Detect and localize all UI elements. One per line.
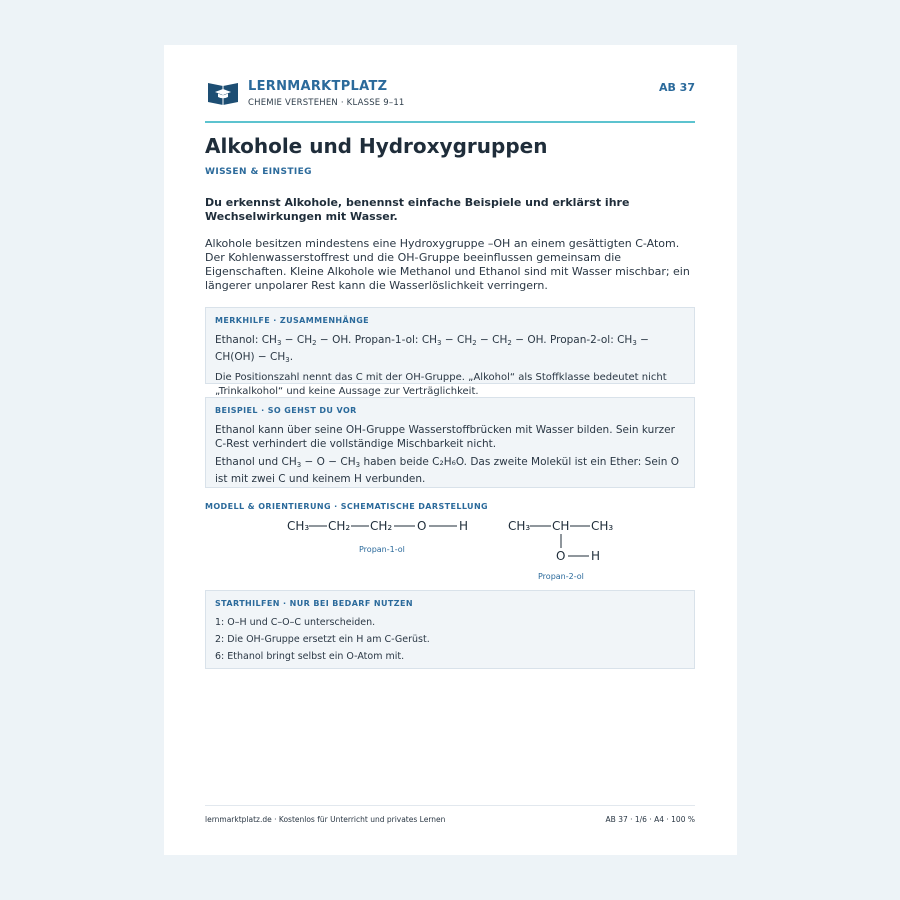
atom: CH₃ — [287, 519, 310, 533]
starthilfen-box — [205, 590, 695, 669]
atom: O — [556, 549, 566, 563]
propan2-label: Propan-2-ol: — [549, 334, 618, 346]
starthilfen-heading: STARTHILFEN · NUR BEI BEDARF NUTZEN — [215, 599, 413, 608]
atom: CH₂ — [370, 519, 393, 533]
beispiel-line-2-prefix: Ethanol und — [215, 456, 282, 468]
footer-site: lernmarktplatz.de · Kostenlos für Unterricht und privates Lernen — [205, 815, 446, 824]
intro-paragraph: Alkohole besitzen mindestens eine Hydroxygruppe –OH an einem gesättigten C-Atom. Der Kohlenwasserstoffrest und die OH-Gruppe beeinflussen gemeinsam die Eigenschaften. Kleine Alkohole wie Methanol und Ethanol sind mit Wasser mischbar; ein längerer unpolarer Rest kann die Wasserlöslichkeit verringern. — [205, 237, 690, 292]
page-title: Alkohole und Hydroxygruppen — [205, 134, 548, 158]
header-divider — [205, 121, 695, 123]
hint-item: 1: O–H und C–O–C unterscheiden. — [215, 617, 376, 628]
sheet-number: AB 37 — [658, 81, 695, 94]
merkhilfe-heading: MERKHILFE · ZUSAMMENHÄNGE — [215, 316, 370, 325]
propan-2-ol-label: Propan-2-ol — [538, 572, 584, 581]
propan-1-ol-structure — [287, 519, 468, 554]
merkhilfe-note: Die Positionszahl nennt das C mit der OH-Gruppe. „Alkohol“ als Stoffklasse bedeutet nicht „Trinkalkohol“ und keine Aussage zur Verträglichkeit. — [215, 372, 667, 397]
atom: H — [459, 519, 469, 533]
hint-item: 6: Ethanol bringt selbst ein O-Atom mit. — [215, 651, 405, 662]
footer-divider — [205, 805, 695, 806]
worksheet-page — [164, 45, 737, 855]
propan-2-ol-structure — [508, 519, 613, 581]
atom: CH₂ — [328, 519, 351, 533]
atom: H — [591, 549, 601, 563]
brand-subtitle: CHEMIE VERSTEHEN · KLASSE 9–11 — [248, 98, 405, 108]
atom: CH₃ — [508, 519, 531, 533]
beispiel-heading: BEISPIEL · SO GEHST DU VOR — [215, 406, 357, 415]
open-book-mortarboard-icon — [207, 80, 239, 106]
formula-line: Ethanol: $CH_3 - CH_2$ − OH. Propan-1-ol: $CH_3 - CH_2 - CH_2$ − OH. Propan-2-ol: $CH_3 - CH(OH) - CH_3$. — [215, 334, 649, 364]
hint-item: 2: Die OH-Gruppe ersetzt ein H am C-Gerüst. — [215, 634, 430, 645]
propan1-label: Propan-1-ol: — [354, 334, 422, 346]
beispiel-box — [205, 397, 695, 488]
footer-page-info: AB 37 · 1/6 · A4 · 100 % — [605, 815, 695, 824]
beispiel-line-2-suffix: haben beide C₂H₆O. Das zweite Molekül ist ein Ether: Sein O ist mit zwei C und keinem H verbunden. — [215, 456, 679, 485]
learning-goal: Du erkennst Alkohole, benennst einfache Beispiele und erklärst ihre Wechselwirkungen mit Wasser. — [205, 196, 630, 223]
model-heading: MODELL & ORIENTIERUNG · SCHEMATISCHE DARSTELLUNG — [205, 502, 489, 511]
beispiel-line-1: Ethanol kann über seine OH-Gruppe Wasserstoffbrücken mit Wasser bilden. Sein kurzer C-Rest verhindert die vollständige Mischbarkeit nicht. — [215, 424, 675, 450]
propan-1-ol-label: Propan-1-ol — [359, 545, 405, 554]
merkhilfe-box — [205, 307, 695, 397]
beispiel-line-2: Ethanol und $CH_3 - O - CH_3$ haben beide C₂H₆O. Das zweite Molekül ist ein Ether: Sein O ist mit zwei C und keinem H verbunden. — [215, 456, 679, 485]
brand-name: LERNMARKTPLATZ — [248, 79, 388, 94]
ethanol-label: Ethanol: — [215, 334, 262, 346]
atom: CH₃ — [591, 519, 614, 533]
structure-diagram — [205, 513, 695, 588]
atom: CH — [552, 519, 570, 533]
section-kicker: WISSEN & EINSTIEG — [205, 167, 312, 177]
atom: O — [417, 519, 427, 533]
